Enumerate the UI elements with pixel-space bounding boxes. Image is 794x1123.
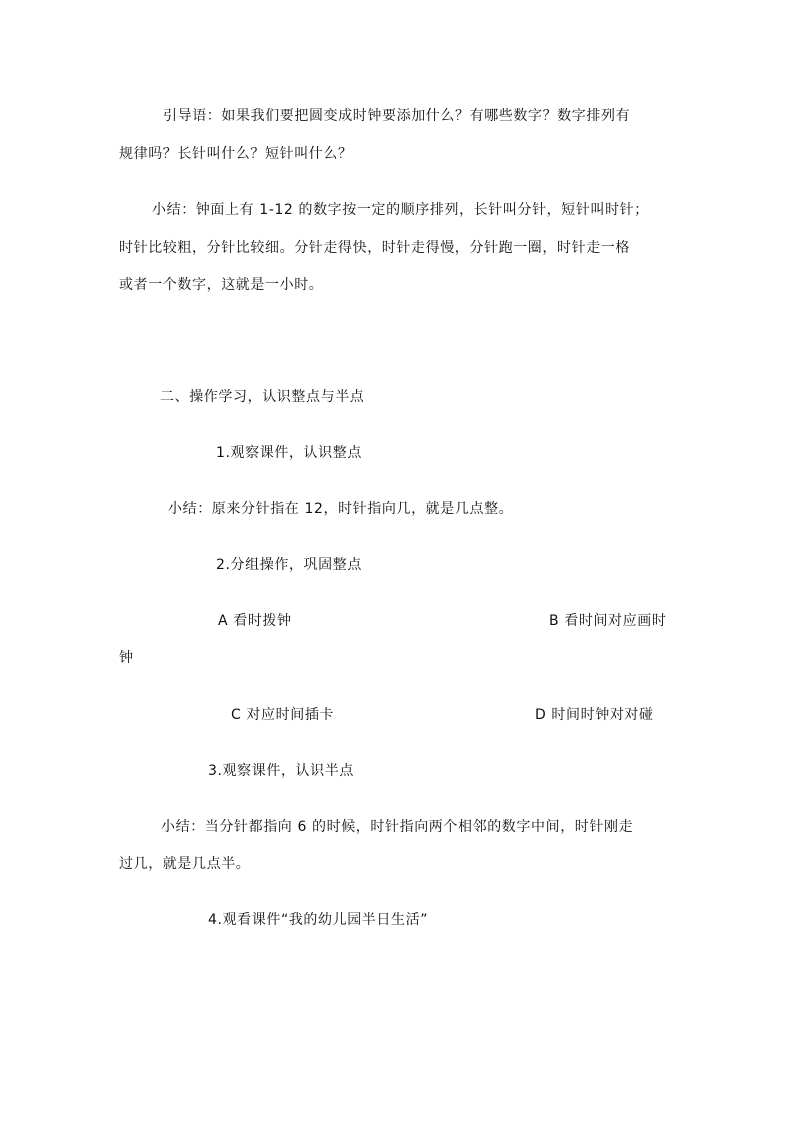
- summary1-line-2: 时针比较粗，分针比较细。分针走得快，时针走得慢，分针跑一圈，时针走一格: [119, 240, 630, 256]
- summary3-line-2: 过几，就是几点半。: [119, 856, 251, 872]
- item4-text: 4.观看课件“我的幼儿园半日生活”: [208, 912, 429, 928]
- activity-a-text: A 看时拨钟: [218, 613, 292, 629]
- item1-text: 1.观察课件，认识整点: [216, 445, 362, 461]
- summary1-line-3: 或者一个数字，这就是一小时。: [119, 277, 324, 293]
- section2-heading: 二、操作学习，认识整点与半点: [160, 389, 365, 405]
- intro-line-2: 规律吗？长针叫什么？短针叫什么？: [119, 146, 353, 162]
- activity-d-text: D 时间时钟对对碰: [535, 707, 654, 723]
- summary2-text: 小结：原来分针指在 12，时针指向几，就是几点整。: [168, 501, 514, 517]
- summary1-line-1: 小结：钟面上有 1-12 的数字按一定的顺序排列，长针叫分针，短针叫时针；: [152, 202, 649, 218]
- activity-b-text: B 看时间对应画时: [549, 613, 667, 629]
- activity-c-text: C 对应时间插卡: [231, 707, 335, 723]
- summary3-line-1: 小结：当分针都指向 6 的时候，时针指向两个相邻的数字中间，时针刚走: [161, 819, 634, 835]
- item2-text: 2.分组操作，巩固整点: [216, 557, 362, 573]
- item3-text: 3.观察课件，认识半点: [208, 763, 354, 779]
- intro-line-1: 引导语：如果我们要把圆变成时钟要添加什么？有哪些数字？数字排列有: [163, 108, 631, 124]
- activity-b-continuation: 钟: [119, 650, 134, 666]
